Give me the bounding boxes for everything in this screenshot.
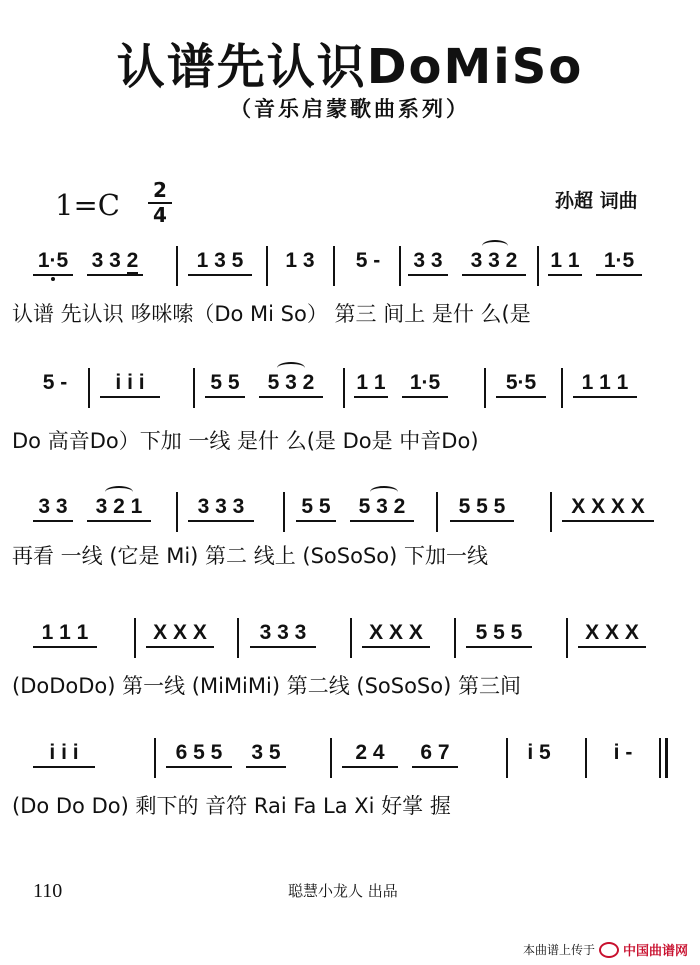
notation-line-2: [0, 366, 700, 410]
lyrics-line-2: Do 高音Do）下加 一线 是什 么(是 Do是 中音Do): [12, 429, 479, 453]
notation-line-1: [0, 244, 700, 288]
measure: 5 -: [42, 371, 68, 394]
time-signature-top: 2: [153, 178, 167, 202]
song-title: 认谱先认识DoMiSo: [116, 39, 584, 95]
measure: i i i: [33, 740, 95, 774]
notation-line-5: [0, 736, 700, 780]
measure: 3 3 3: [250, 620, 316, 654]
key-signature: 1=C: [55, 188, 120, 222]
measure: 5 5 5 3 2: [296, 494, 414, 528]
measure: 3 3 3 3 2: [408, 248, 526, 282]
measure: 5·5: [496, 370, 546, 404]
measure: 1 3: [285, 249, 315, 272]
measure: 1 1 1: [573, 370, 637, 404]
measure: 1 1 1·5: [354, 370, 448, 404]
measure: 5 -: [355, 249, 381, 272]
lyrics-line-1: 认谱 先认识 哆咪嗦（Do Mi So） 第三 间上 是什 么(是: [12, 302, 531, 326]
measure: i -: [613, 741, 633, 764]
lyrics-line-5: (Do Do Do) 剩下的 音符 Rai Fa La Xi 好掌 握: [12, 794, 451, 818]
measure: 6 5 5 3 5: [166, 740, 286, 774]
measure: 3 3 3 2 1: [33, 494, 151, 528]
upload-notice: [523, 940, 688, 959]
measure: 3 3 3: [188, 494, 254, 528]
lyrics-line-3: 再看 一线 (它是 Mi) 第二 线上 (SoSoSo) 下加一线: [12, 544, 488, 568]
measure: 1 1 1·5: [548, 248, 642, 282]
measure: 1 3 5: [188, 248, 252, 282]
song-subtitle: （音乐启蒙歌曲系列）: [230, 97, 470, 121]
page-number: 110: [33, 880, 63, 902]
measure: i i i: [100, 370, 160, 404]
time-signature: [148, 180, 172, 226]
measure: X X X X: [562, 494, 654, 528]
lyrics-line-4: (DoDoDo) 第一线 (MiMiMi) 第二线 (SoSoSo) 第三间: [12, 674, 521, 698]
measure: X X X: [578, 620, 646, 654]
upload-text: 本曲谱上传于: [522, 943, 595, 957]
notation-line-3: [0, 490, 700, 534]
measure: 5 5 5: [450, 494, 514, 528]
measure: X X X: [146, 620, 214, 654]
measure: 1 1 1: [33, 620, 97, 654]
composer: 孙超 词曲: [555, 190, 638, 212]
time-signature-bottom: 4: [153, 203, 167, 227]
measure: 5 5 5 3 2: [205, 370, 323, 404]
measure: 2 4 6 7: [342, 740, 458, 774]
publisher-credit: 聪慧小龙人 出品: [288, 882, 398, 900]
measure: i 5: [527, 741, 551, 764]
notation-line-4: [0, 616, 700, 660]
measure: X X X: [362, 620, 430, 654]
measure: 1·5 3 3 2: [33, 248, 143, 282]
site-logo: 中国曲谱网: [622, 944, 688, 959]
measure: 5 5 5: [466, 620, 532, 654]
site-logo-icon: [599, 942, 619, 958]
